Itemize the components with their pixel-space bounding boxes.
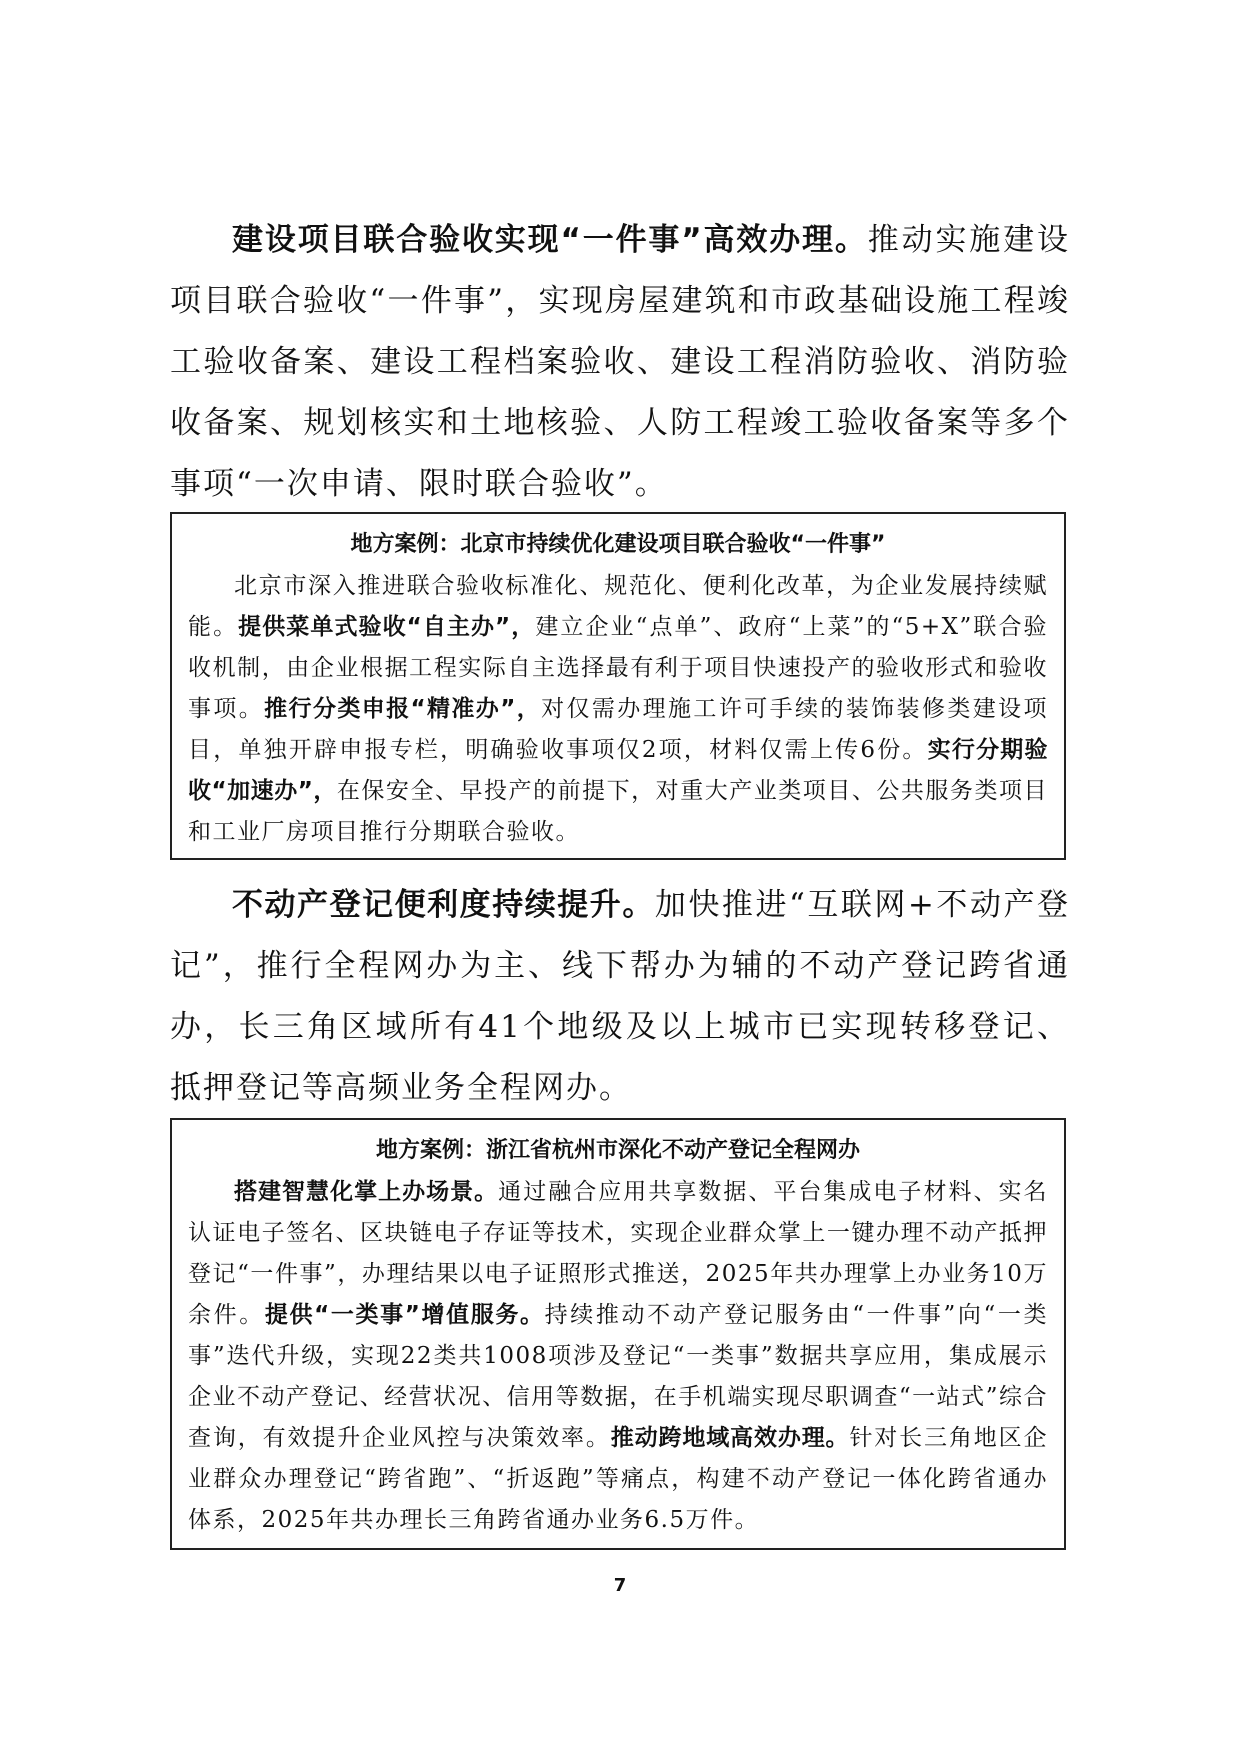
case-highlight: 实行分期验收“加速办”， xyxy=(188,737,1048,804)
case-box-beijing xyxy=(170,512,1066,860)
section-heading: 建设项目联合验收实现“一件事”高效办理。 xyxy=(232,222,868,258)
case-body xyxy=(188,566,1048,853)
case-highlight: 推动跨地域高效办理。 xyxy=(610,1425,850,1451)
section-heading: 不动产登记便利度持续提升。 xyxy=(232,887,655,923)
section-real-estate-registration xyxy=(170,875,1070,1119)
case-text: 建立企业“点单”、政府“上菜”的“5+X”联合验收机制，由企业根据工程实际自主选择最有利于项目快速投产的验收形式和验收事项。 xyxy=(188,614,1049,722)
case-title: 地方案例：浙江省杭州市深化不动产登记全程网办 xyxy=(375,1138,860,1163)
case-text: 北京市深入推进联合验收标准化、规范化、便利化改革，为企业发展持续赋能。 xyxy=(188,573,1048,640)
case-highlight: 推行分类申报“精准办”， xyxy=(264,696,542,722)
case-text: 持续推动不动产登记服务由“一件事”向“一类事”迭代升级，实现22类共1008项涉及登记“一类事”数据共享应用，集成展示企业不动产登记、经营状况、信用等数据，在手机端实现尽职调查“一站式”综合查询，有效提升企业风控与决策效率。 xyxy=(188,1302,1049,1451)
case-text: 对仅需办理施工许可手续的装饰装修类建设项目，单独开辟申报专栏，明确验收事项仅2项，材料仅需上传6份。 xyxy=(188,696,1049,763)
page-number: 7 xyxy=(613,1575,627,1596)
case-text: 通过融合应用共享数据、平台集成电子材料、实名认证电子签名、区块链电子存证等技术，实现企业群众掌上一键办理不动产抵押登记“一件事”，办理结果以电子证照形式推送，2025年共办理掌上办业务10万余件。 xyxy=(188,1179,1048,1328)
case-highlight: 提供菜单式验收“自主办”， xyxy=(238,614,536,640)
case-title: 地方案例：北京市持续优化建设项目联合验收“一件事” xyxy=(350,532,886,557)
case-highlight: 搭建智慧化掌上办场景。 xyxy=(234,1179,499,1205)
case-text: 在保安全、早投产的前提下，对重大产业类项目、公共服务类项目和工业厂房项目推行分期联合验收。 xyxy=(188,778,1049,845)
section-construction-acceptance xyxy=(170,210,1070,515)
section-body: 加快推进“互联网+不动产登记”，推行全程网办为主、线下帮办为辅的不动产登记跨省通办，长三角区域所有41个地级及以上城市已实现转移登记、抵押登记等高频业务全程网办。 xyxy=(170,887,1071,1106)
case-body xyxy=(188,1172,1048,1541)
case-text: 针对长三角地区企业群众办理登记“跨省跑”、“折返跑”等痛点，构建不动产登记一体化跨省通办体系，2025年共办理长三角跨省通办业务6.5万件。 xyxy=(188,1425,1049,1533)
case-box-hangzhou xyxy=(170,1118,1066,1550)
section-body: 推动实施建设项目联合验收“一件事”，实现房屋建筑和市政基础设施工程竣工验收备案、建设工程档案验收、建设工程消防验收、消防验收备案、规划核实和土地核验、人防工程竣工验收备案等多个事项“一次申请、限时联合验收”。 xyxy=(170,222,1070,502)
case-highlight: 提供“一类事”增值服务。 xyxy=(264,1302,545,1328)
